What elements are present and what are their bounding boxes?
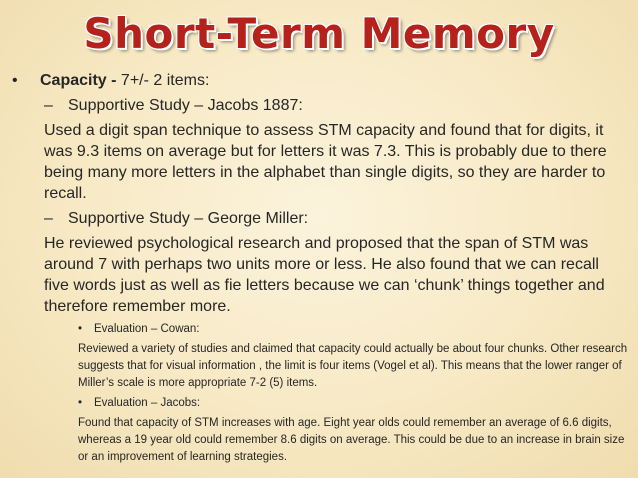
study1-heading-item	[0, 95, 638, 116]
study2-heading-item	[0, 208, 638, 229]
dash-icon: –	[44, 210, 53, 227]
capacity-text: 7+/- 2 items:	[116, 72, 210, 89]
eval1-body: Reviewed a variety of studies and claimed that capacity could actually be about four chunks. Other research suggests that for visual information , the limit is four items (Vogel et al). This means that the lower ranger of Miller’s scale is more appropriate 7-2 (5) items.	[78, 343, 628, 389]
eval2-body: Found that capacity of STM increases with age. Eight year olds could remember an average of 6.6 digits, whereas a 19 year old could remember 8.6 digits on average. This could be due to an increase in brain size or an improvement of learning strategies.	[78, 417, 625, 463]
eval1-heading: Evaluation – Cowan:	[94, 323, 200, 335]
bullet-icon: •	[12, 72, 18, 89]
eval2-heading-item	[0, 395, 638, 412]
slide-title: Short-Term Memory	[83, 9, 555, 58]
bullet-icon: •	[78, 323, 83, 335]
eval2-heading: Evaluation – Jacobs:	[94, 397, 201, 409]
capacity-label: Capacity -	[40, 72, 117, 89]
study2-heading: Supportive Study – George Miller:	[68, 210, 309, 227]
bullet-icon: •	[78, 397, 83, 409]
study2-body: He reviewed psychological research and proposed that the span of STM was around 7 with perhaps two units more or less. He also found that we can recall five words just as well as fie letters because we can ‘chunk’ things together and therefore remember more.	[44, 235, 605, 315]
study1-heading: Supportive Study – Jacobs 1887:	[68, 97, 303, 114]
eval1-heading-item	[0, 321, 638, 338]
slide-content	[0, 70, 638, 469]
capacity-bullet-item	[0, 70, 638, 91]
study1-body: Used a digit span technique to assess STM capacity and found that for digits, it was 9.3 items on average but for letters it was 7.3. This is probably due to there being many more letters in the alphabet than single digits, so they are harder to recall.	[44, 122, 607, 202]
dash-icon: –	[44, 97, 53, 114]
